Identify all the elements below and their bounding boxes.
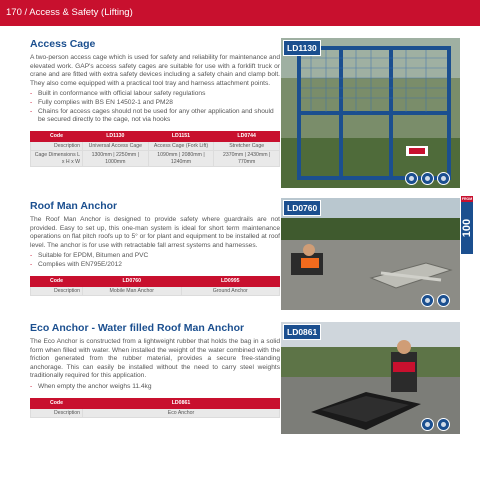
table-row-label: Cage Dimensions L x H x W bbox=[31, 151, 83, 167]
table-header-row bbox=[31, 398, 280, 408]
roof-anchor-description: The Roof Man Anchor is designed to provide safety where guardrails are not provided. Easy to set up, this one-man system is ideal for short term maintenance operations on flat pitch roofs up to 5° or for plant and equipment to be installed at roof level. The anchor is for use with retractable fall arrest systems and harnesses. bbox=[30, 216, 280, 249]
eco-anchor-bullets bbox=[30, 383, 280, 392]
table-row bbox=[31, 408, 280, 417]
ppe-sign-icon bbox=[421, 418, 434, 431]
eco-anchor-title: Eco Anchor - Water filled Roof Man Anchor bbox=[30, 322, 245, 334]
table-cell: 1300mm | 2250mm | 1000mm bbox=[83, 151, 149, 167]
bullet-item bbox=[30, 261, 280, 270]
table-header-cell: Code bbox=[31, 131, 83, 141]
product-code-badge: LD0760 bbox=[283, 200, 321, 216]
section-roof-man-anchor bbox=[30, 200, 280, 296]
bullet-item bbox=[30, 252, 280, 261]
bullet-item bbox=[30, 108, 280, 125]
bullet-item bbox=[30, 99, 280, 108]
table-cell: Eco Anchor bbox=[83, 408, 280, 417]
bullet-item bbox=[30, 383, 280, 392]
ppe-sign-icon bbox=[405, 172, 418, 185]
table-row bbox=[31, 151, 280, 167]
access-cage-title: Access Cage bbox=[30, 38, 96, 50]
bullet-dash: - bbox=[30, 107, 33, 115]
table-row-label: Description bbox=[31, 408, 83, 417]
ppe-sign-icon bbox=[437, 294, 450, 307]
bullet-dash: - bbox=[30, 252, 33, 260]
ppe-sign-icon bbox=[421, 294, 434, 307]
table-header-cell: LD0995 bbox=[181, 276, 280, 286]
table-cell: Universal Access Cage bbox=[83, 141, 149, 150]
table-header-cell: Code bbox=[31, 398, 83, 408]
bullet-text: Suitable for EPDM, Bitumen and PVC bbox=[38, 252, 149, 260]
table-cell: Stretcher Cage bbox=[214, 141, 280, 150]
access-cage-table bbox=[30, 131, 280, 167]
table-header-cell: LD0760 bbox=[83, 276, 182, 286]
table-header-cell: Code bbox=[31, 276, 83, 286]
page-header bbox=[0, 0, 480, 26]
roof-anchor-bullets bbox=[30, 252, 280, 269]
eco-anchor-description: The Eco Anchor is constructed from a lightweight rubber that holds the bag in a solid form when filled with water. When installed the weight of the water combined with the friction generated from the rubber material, provides a secure free-standing anchorage. This can easily be installed without the need to carry steel weights traditionally required for this application. bbox=[30, 338, 280, 380]
table-header-cell: LD0861 bbox=[83, 398, 280, 408]
access-cage-photo bbox=[281, 38, 460, 188]
access-cage-image bbox=[281, 38, 460, 188]
bullet-dash: - bbox=[30, 98, 33, 106]
table-header-cell: LD1130 bbox=[83, 131, 149, 141]
section-access-cage bbox=[30, 38, 280, 167]
bullet-text: Complies with EN795E/2012 bbox=[38, 260, 122, 268]
side-tag-label: FROM bbox=[461, 197, 473, 201]
table-header-cell: LD0744 bbox=[214, 131, 280, 141]
section-eco-anchor bbox=[30, 322, 280, 418]
bullet-item bbox=[30, 90, 280, 99]
table-row-label: Description bbox=[31, 286, 83, 295]
ppe-sign-icon bbox=[437, 418, 450, 431]
page-title: 170 / Access & Safety (Lifting) bbox=[6, 7, 133, 18]
bullet-text: Fully complies with BS EN 14502-1 and PM28 bbox=[38, 98, 173, 106]
price-side-tag bbox=[461, 196, 473, 254]
table-cell: Ground Anchor bbox=[181, 286, 280, 295]
product-code-badge: LD1130 bbox=[283, 40, 321, 56]
roof-anchor-table bbox=[30, 276, 280, 296]
eco-anchor-table bbox=[30, 398, 280, 418]
table-header-row bbox=[31, 276, 280, 286]
table-row-label: Description bbox=[31, 141, 83, 150]
table-header-row bbox=[31, 131, 280, 141]
table-cell: 1090mm | 2080mm | 1240mm bbox=[148, 151, 214, 167]
table-cell: 2370mm | 2430mm | 770mm bbox=[214, 151, 280, 167]
bullet-dash: - bbox=[30, 382, 33, 390]
access-cage-description: A two-person access cage which is used for safety and reliability for maintenance and elevated work. GAP's access safety cages are suitable for use with a forklift truck or crane and are fitted with extra safety devices including a safety chain and clamp bolt. They also come equipped with a practical tool tray and harness attachment points. bbox=[30, 54, 280, 87]
product-code-badge: LD0861 bbox=[283, 324, 321, 340]
bullet-text: When empty the anchor weighs 11.4kg bbox=[38, 382, 152, 390]
table-cell: Mobile Man Anchor bbox=[83, 286, 182, 295]
eco-anchor-photo bbox=[281, 322, 460, 434]
roof-anchor-title: Roof Man Anchor bbox=[30, 200, 118, 212]
bullet-text: Chains for access cages should not be used for any other application and should be secured directly to the cage, not via hooks bbox=[38, 107, 274, 124]
side-tag-number: 100 bbox=[461, 218, 473, 238]
ppe-sign-icon bbox=[421, 172, 434, 185]
table-cell: Access Cage (Fork Lift) bbox=[148, 141, 214, 150]
table-row bbox=[31, 286, 280, 295]
ppe-sign-icon bbox=[437, 172, 450, 185]
bullet-dash: - bbox=[30, 90, 33, 98]
bullet-text: Built in conformance with official labour safety regulations bbox=[38, 90, 206, 98]
bullet-dash: - bbox=[30, 260, 33, 268]
access-cage-bullets bbox=[30, 90, 280, 124]
roof-anchor-photo bbox=[281, 198, 460, 310]
table-row bbox=[31, 141, 280, 150]
table-header-cell: LD1151 bbox=[148, 131, 214, 141]
